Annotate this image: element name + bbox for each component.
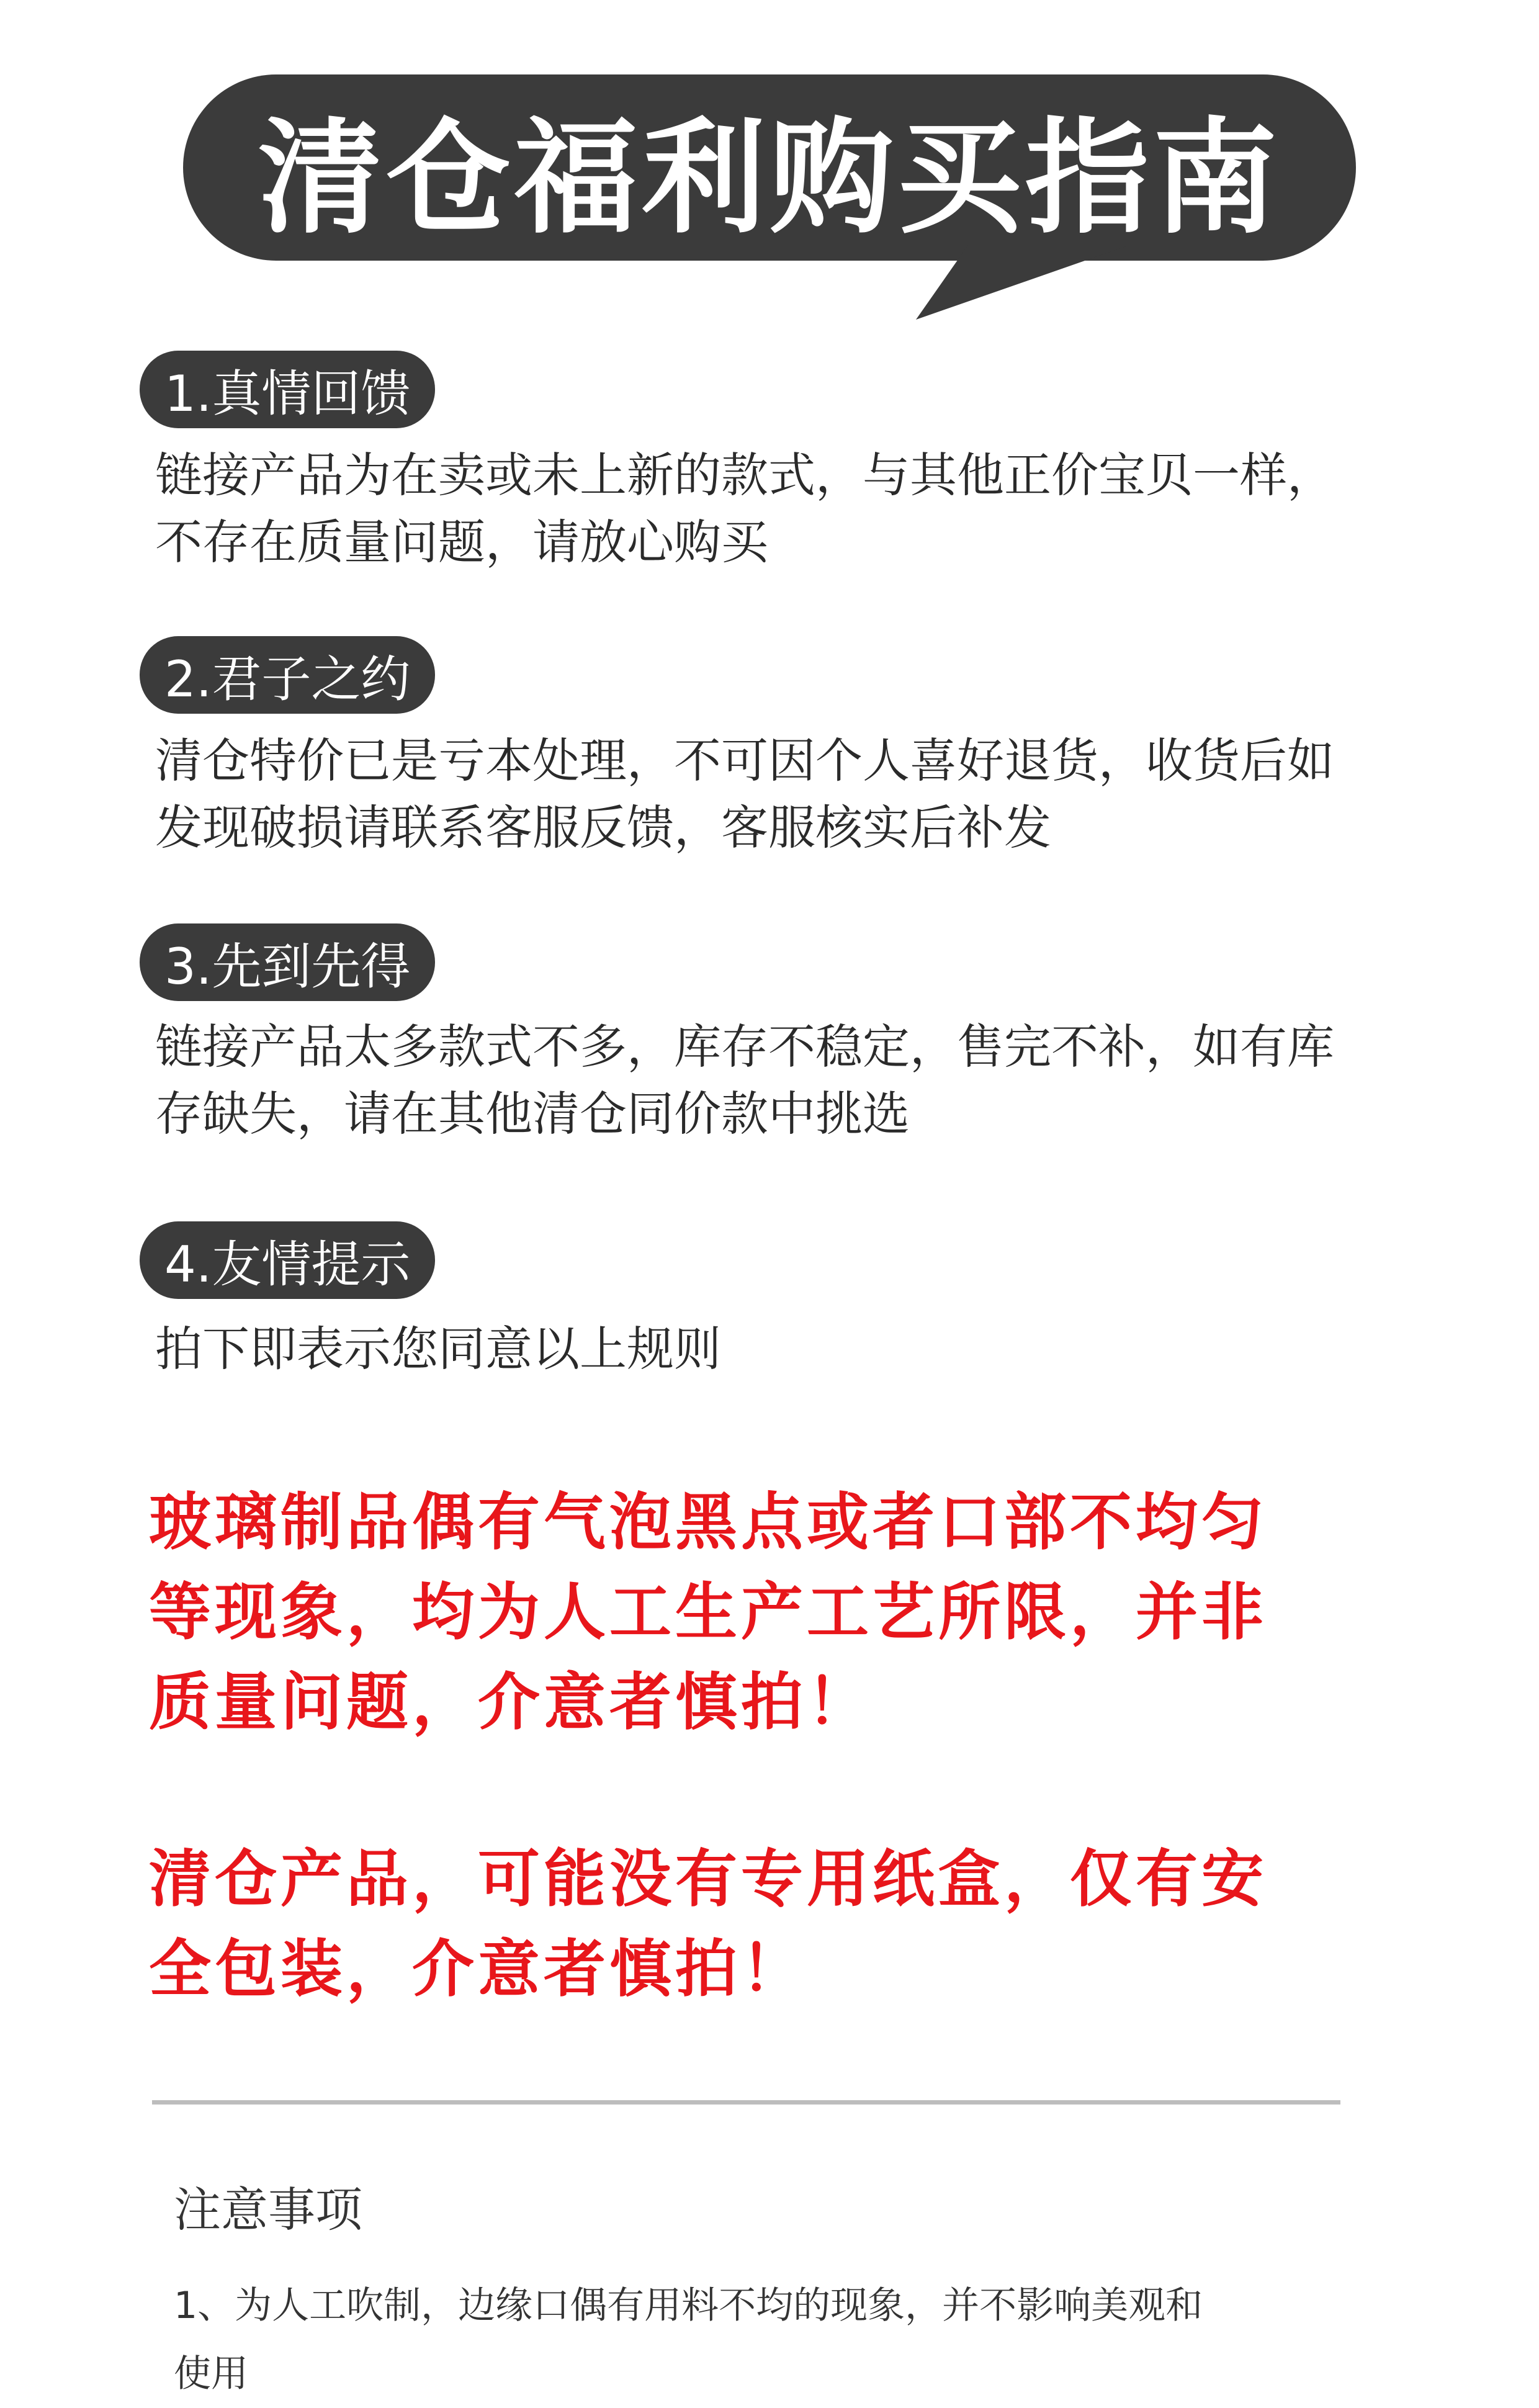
section-text-4	[155, 1316, 1458, 1383]
warning-line: 质量问题，介意者慎拍！	[149, 1666, 873, 1738]
title-bubble	[183, 74, 1356, 261]
section-text-line: 清仓特价已是亏本处理，不可因个人喜好退货，收货后如	[155, 733, 1334, 788]
warning-line: 等现象，均为人工生产工艺所限，并非	[149, 1576, 1267, 1648]
section-heading-1: 1.真情回馈	[140, 351, 435, 428]
section-text-2	[155, 727, 1458, 861]
warning-glass-defects	[149, 1477, 1452, 1747]
section-heading-4: 4.友情提示	[140, 1221, 435, 1299]
warning-packaging	[149, 1834, 1452, 2014]
warning-line: 全包装，介意者慎拍！	[149, 1933, 807, 2005]
section-text-line: 存缺失，请在其他清仓同价款中挑选	[155, 1086, 910, 1141]
warning-line: 清仓产品，可能没有专用纸盒，仅有安	[149, 1843, 1267, 1915]
section-text-line: 链接产品太多款式不多，库存不稳定，售完不补，如有库	[155, 1019, 1334, 1074]
section-text-1	[155, 442, 1458, 576]
notes-line: 1、为人工吹制，边缘口偶有用料不均的现象，并不影响美观和	[174, 2284, 1203, 2327]
page-title: 清仓福利购买指南	[258, 106, 1281, 251]
section-text-line: 拍下即表示您同意以上规则	[155, 1321, 721, 1377]
warning-line: 玻璃制品偶有气泡黑点或者口部不均匀	[149, 1486, 1267, 1558]
notes-text	[174, 2271, 1477, 2408]
section-text-line: 不存在质量问题，请放心购买	[155, 514, 768, 570]
section-text-line: 发现破损请联系客服反馈，客服核实后补发	[155, 800, 1051, 855]
divider	[152, 2100, 1340, 2105]
notes-title: 注意事项	[174, 2182, 362, 2237]
section-text-3	[155, 1013, 1458, 1148]
section-heading-2: 2.君子之约	[140, 636, 435, 714]
section-text-line: 链接产品为在卖或未上新的款式，与其他正价宝贝一样，	[155, 447, 1334, 503]
section-heading-3: 3.先到先得	[140, 923, 435, 1001]
notes-line: 使用	[174, 2352, 248, 2396]
